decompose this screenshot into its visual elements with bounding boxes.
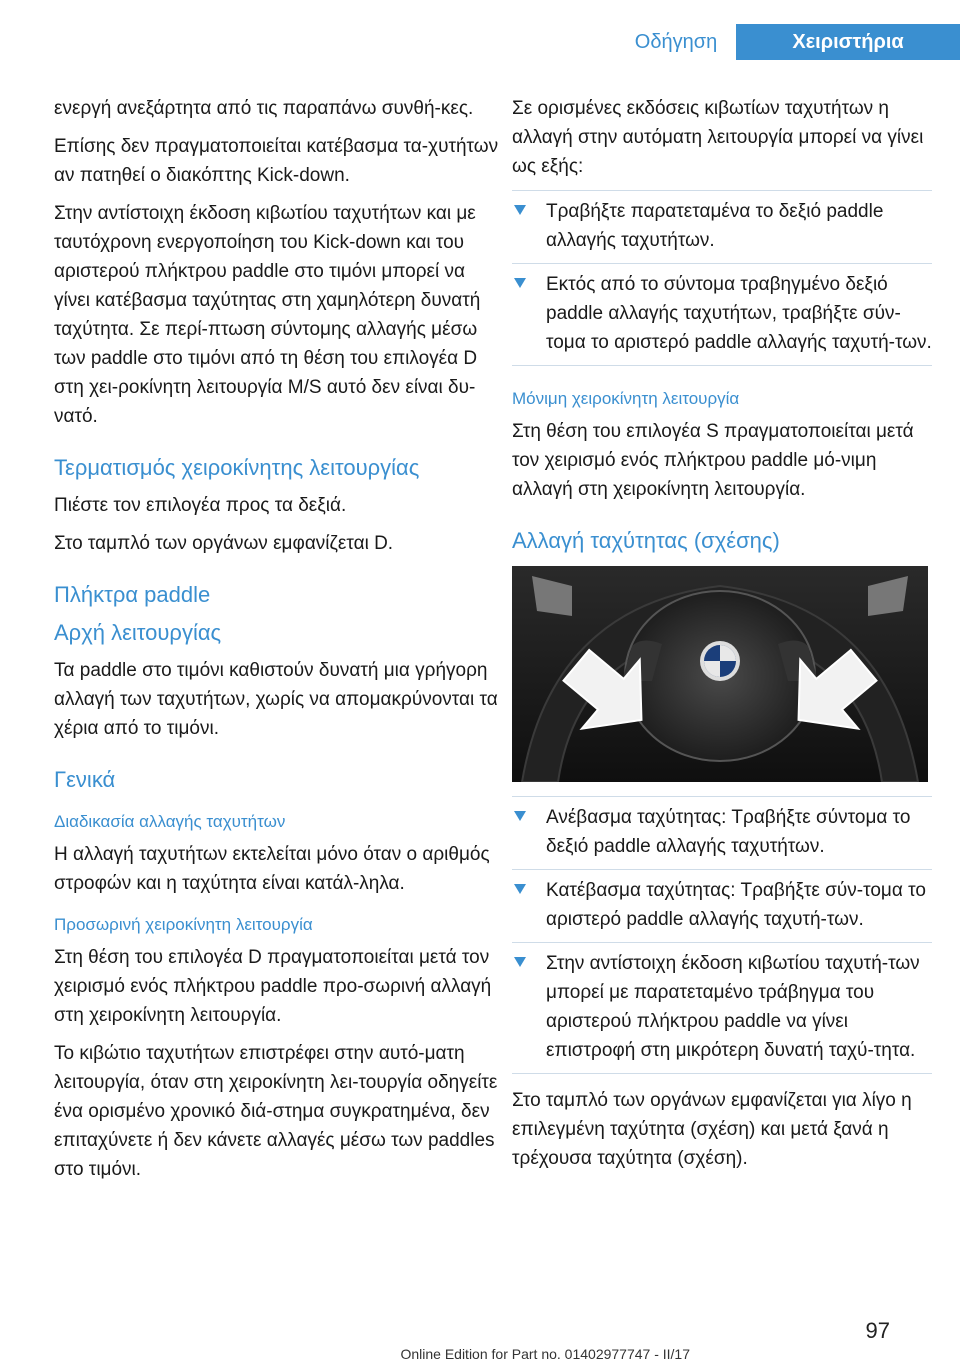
heading-end-manual-mode: Τερματισμός χειροκίνητης λειτουργίας — [54, 455, 420, 480]
heading-principle: Αρχή λειτουργίας — [54, 620, 222, 645]
bullet-triangle-icon — [514, 205, 526, 215]
steering-wheel-paddles-photo — [512, 566, 928, 782]
heading-shift-procedure: Διαδικασία αλλαγής ταχυτήτων — [54, 812, 286, 831]
paragraph: Στο ταμπλό των οργάνων εμφανίζεται για λίγο η επιλεγμένη ταχύτητα (σχέση) και μετά ξανά η τρέχουσα ταχύτητα (σχέση). — [512, 1090, 912, 1169]
paragraph: Στη θέση του επιλογέα S πραγματοποιείται μετά τον χειρισμό ενός πλήκτρου paddle μό‐νιμη αλλαγή στη χειροκίνητη λειτουργία. — [512, 421, 914, 500]
page-header — [0, 0, 960, 60]
list-item: Τραβήξτε παρατεταμένα το δεξιό paddle αλλαγής ταχυτήτων. — [512, 190, 932, 264]
list-item: Κατέβασμα ταχύτητας: Τραβήξτε σύν‐τομα το αριστερό paddle αλλαγής ταχυτή‐των. — [512, 870, 932, 943]
paragraph: Τα paddle στο τιμόνι καθιστούν δυνατή μια γρήγορη αλλαγή των ταχυτήτων, χωρίς να απομακρύνονται τα χέρια από το τιμόνι. — [54, 660, 498, 739]
paragraph: Σε ορισμένες εκδόσεις κιβωτίων ταχυτήτων η αλλαγή στην αυτόματη λειτουργία μπορεί να γίνει ως εξής: — [512, 98, 924, 177]
bullet-triangle-icon — [514, 278, 526, 288]
list-item: Στην αντίστοιχη έκδοση κιβωτίου ταχυτή‐των μπορεί με παρατεταμένο τράβηγμα του αριστερού πλήκτρου paddle να γίνει επιστροφή στη μικρότερη δυνατή ταχύ‐τητα. — [512, 943, 932, 1074]
heading-temporary-manual: Προσωρινή χειροκίνητη λειτουργία — [54, 915, 313, 934]
page-number: 97 — [865, 1318, 890, 1343]
paragraph: Πιέστε τον επιλογέα προς τα δεξιά. — [54, 495, 347, 516]
heading-paddle-keys: Πλήκτρα paddle — [54, 582, 211, 607]
section-tab-controls[interactable]: Χειριστήρια — [736, 24, 960, 60]
paragraph: Στη θέση του επιλογέα D πραγματοποιείται μετά τον χειρισμό ενός πλήκτρου paddle προ‐σωρινή αλλαγή στη χειροκίνητη λειτουργία. — [54, 947, 492, 1026]
bullet-triangle-icon — [514, 957, 526, 967]
list-item: Ανέβασμα ταχύτητας: Τραβήξτε σύντομα το δεξιό paddle αλλαγής ταχυτήτων. — [512, 796, 932, 870]
heading-permanent-manual: Μόνιμη χειροκίνητη λειτουργία — [512, 389, 740, 408]
paragraph: Στο ταμπλό των οργάνων εμφανίζεται D. — [54, 533, 394, 554]
section-tab-driving[interactable]: Οδήγηση — [634, 31, 718, 53]
list-item: Εκτός από το σύντομα τραβηγμένο δεξιό paddle αλλαγής ταχυτήτων, τραβήξτε σύν‐τομα το αριστερό paddle αλλαγής ταχυτή‐των. — [512, 264, 932, 366]
right-column — [512, 94, 932, 1182]
heading-gear-change: Αλλαγή ταχύτητας (σχέσης) — [512, 528, 780, 553]
heading-general: Γενικά — [54, 767, 116, 792]
paragraph: ενεργή ανεξάρτητα από τις παραπάνω συνθή‐κες. — [54, 98, 474, 119]
bullet-triangle-icon — [514, 884, 526, 894]
auto-mode-steps-list — [512, 190, 932, 366]
gear-change-steps-list — [512, 796, 932, 1074]
bullet-triangle-icon — [514, 811, 526, 821]
edition-note: Online Edition for Part no. 01402977747 - II/17 — [400, 1346, 690, 1362]
paragraph: Επίσης δεν πραγματοποιείται κατέβασμα τα‐χυτήτων αν πατηθεί ο διακόπτης Kick-down. — [54, 136, 499, 186]
paragraph: Στην αντίστοιχη έκδοση κιβωτίου ταχυτήτων και με ταυτόχρονη ενεργοποίηση του Kick-down και του αριστερού πλήκτρου paddle στο τιμόνι μπορεί να γίνει κατέβασμα ταχύτητας στη χαμηλότερη δυνατή ταχύτητα. Σε περί‐πτωση σύντομης αλλαγής μέσω των paddle στο τιμόνι από τη θέση του επιλογέα D στη χει‐ροκίνητη λειτουργία M/S αυτό δεν είναι δυ‐νατό. — [54, 203, 481, 427]
paragraph: Το κιβώτιο ταχυτήτων επιστρέφει στην αυτό‐ματη λειτουργία, όταν στη χειροκίνητη λει‐τουργία οδηγείτε ένα ορισμένο χρονικό διά‐στημα συγκρατημένα, δεν επιταχύνετε ή δεν κάνετε αλλαγές μέσω των paddles στο τιμόνι. — [54, 1043, 498, 1180]
paragraph: Η αλλαγή ταχυτήτων εκτελείται μόνο όταν ο αριθμός στροφών και η ταχύτητα είναι κατάλ‐ληλα. — [54, 844, 490, 894]
left-column — [54, 94, 506, 1193]
